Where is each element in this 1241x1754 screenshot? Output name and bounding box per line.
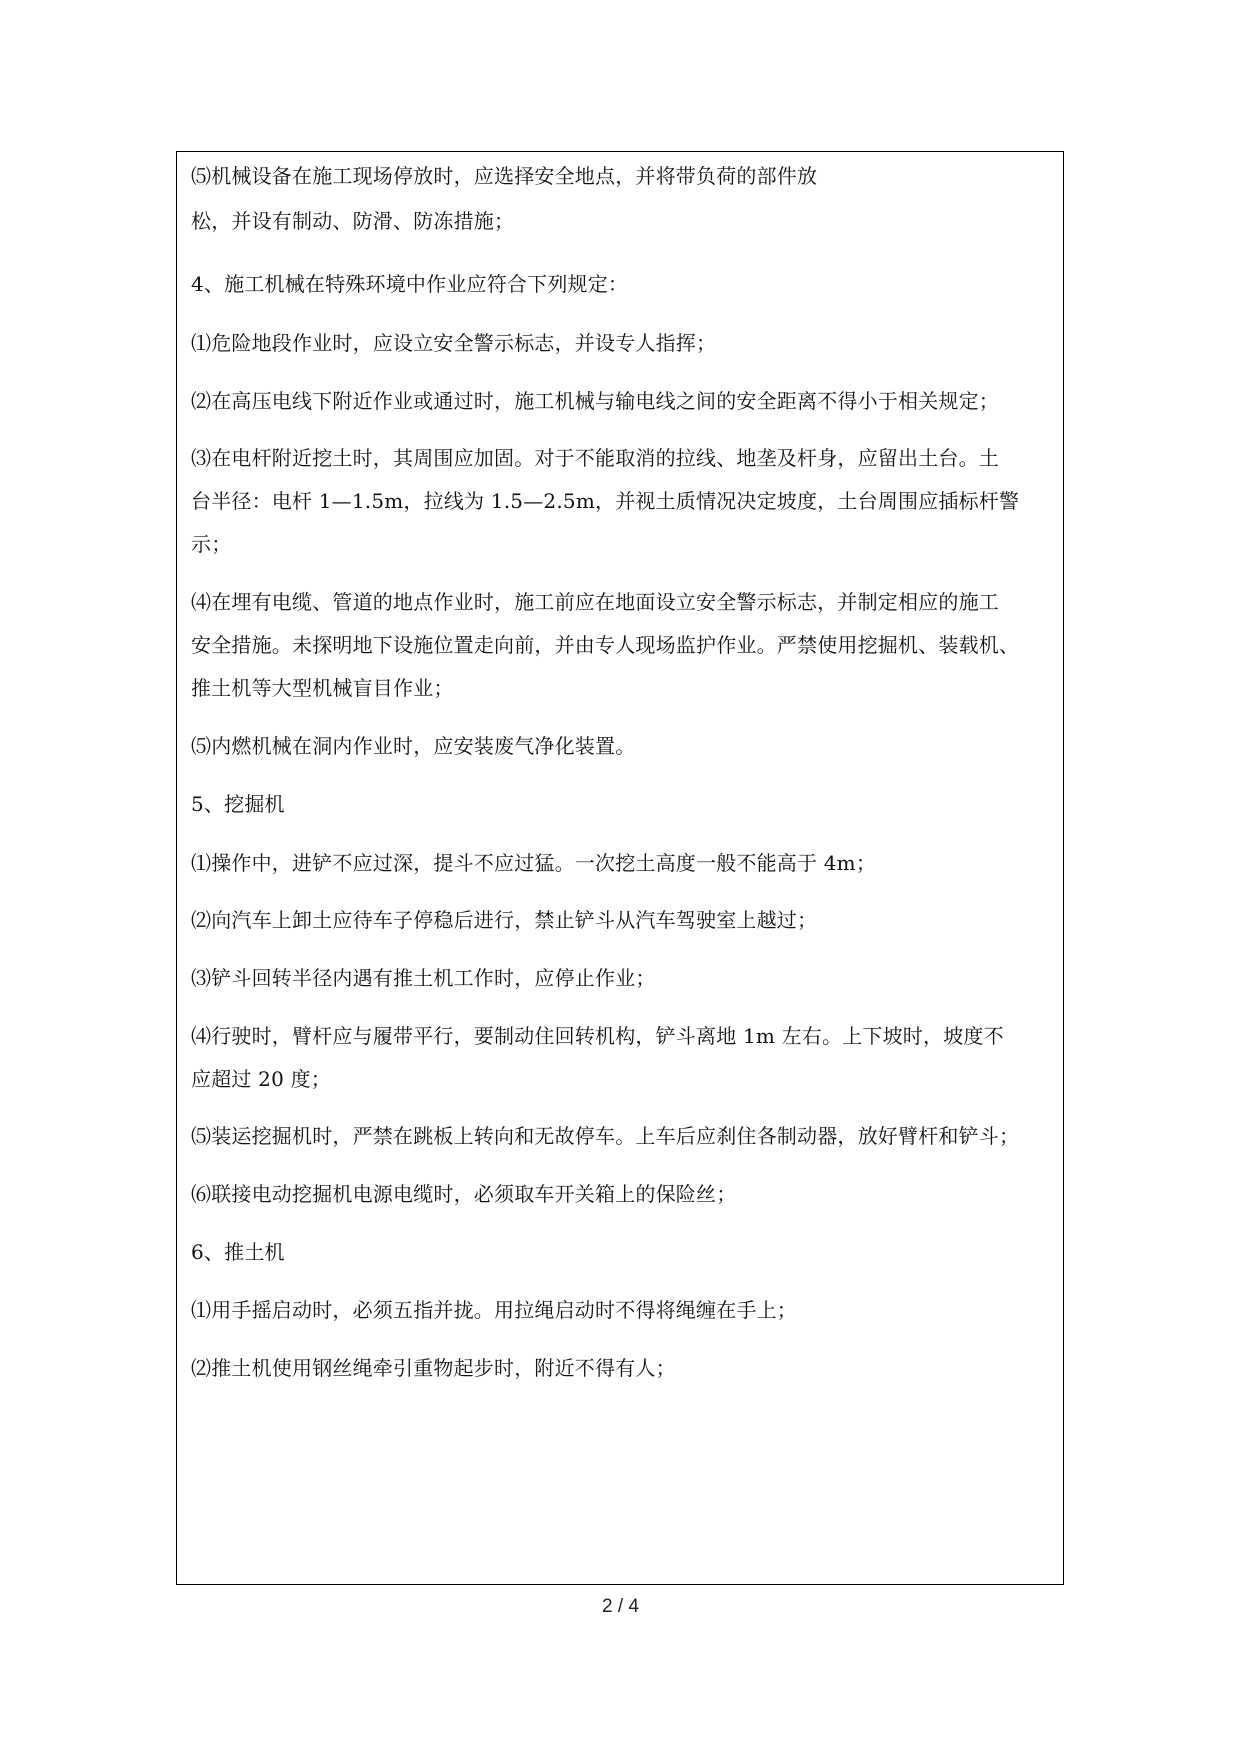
text-line: 示； [191, 532, 232, 556]
page-number: 2 / 4 [602, 1596, 639, 1617]
document-frame [176, 151, 1064, 1585]
text-line: 安全措施。未探明地下设施位置走向前，并由专人现场监护作业。严禁使用挖掘机、装载机、 [191, 633, 1020, 657]
text-line: ⑴用手摇启动时，必须五指并拢。用拉绳启动时不得将绳缠在手上； [191, 1298, 797, 1322]
text-line: ⑵在高压电线下附近作业或通过时，施工机械与输电线之间的安全距离不得小于相关规定； [191, 389, 999, 413]
text-line: ⑷行驶时，臂杆应与履带平行，要制动住回转机构，铲斗离地 1m 左右。上下坡时，坡度不 [191, 1024, 1004, 1048]
section-heading: 5、挖掘机 [191, 792, 285, 816]
text-line: 应超过 20 度； [191, 1067, 331, 1091]
text-line: ⑶在电杆附近挖土时，其周围应加固。对于不能取消的拉线、地垄及杆身，应留出土台。土 [191, 446, 999, 470]
text-line: ⑷在埋有电缆、管道的地点作业时，施工前应在地面设立安全警示标志，并制定相应的施工 [191, 590, 999, 614]
text-line: ⑸装运挖掘机时，严禁在跳板上转向和无故停车。上车后应刹住各制动器，放好臂杆和铲斗； [191, 1124, 1020, 1148]
text-line: ⑸内燃机械在洞内作业时，应安装废气净化装置。 [191, 734, 636, 758]
text-line: ⑸机械设备在施工现场停放时，应选择安全地点，并将带负荷的部件放 [191, 164, 818, 188]
text-line: 松，并设有制动、防滑、防冻措施； [191, 209, 515, 233]
text-line: ⑵推土机使用钢丝绳牵引重物起步时，附近不得有人； [191, 1356, 676, 1380]
text-line: 台半径：电杆 1—1.5m，拉线为 1.5—2.5m，并视土质情况决定坡度，土台周围应插标杆警 [191, 489, 1020, 513]
text-line: ⑶铲斗回转半径内遇有推土机工作时，应停止作业； [191, 966, 656, 990]
text-line: ⑵向汽车上卸土应待车子停稳后进行，禁止铲斗从汽车驾驶室上越过； [191, 908, 818, 932]
section-heading: 4、施工机械在特殊环境中作业应符合下列规定： [191, 272, 629, 296]
text-line: ⑹联接电动挖掘机电源电缆时，必须取车开关箱上的保险丝； [191, 1182, 737, 1206]
text-line: 推土机等大型机械盲目作业； [191, 676, 454, 700]
text-line: ⑴操作中，进铲不应过深，提斗不应过猛。一次挖土高度一般不能高于 4m； [191, 851, 877, 875]
section-heading: 6、推土机 [191, 1240, 285, 1264]
text-line: ⑴危险地段作业时，应设立安全警示标志，并设专人指挥； [191, 331, 717, 355]
